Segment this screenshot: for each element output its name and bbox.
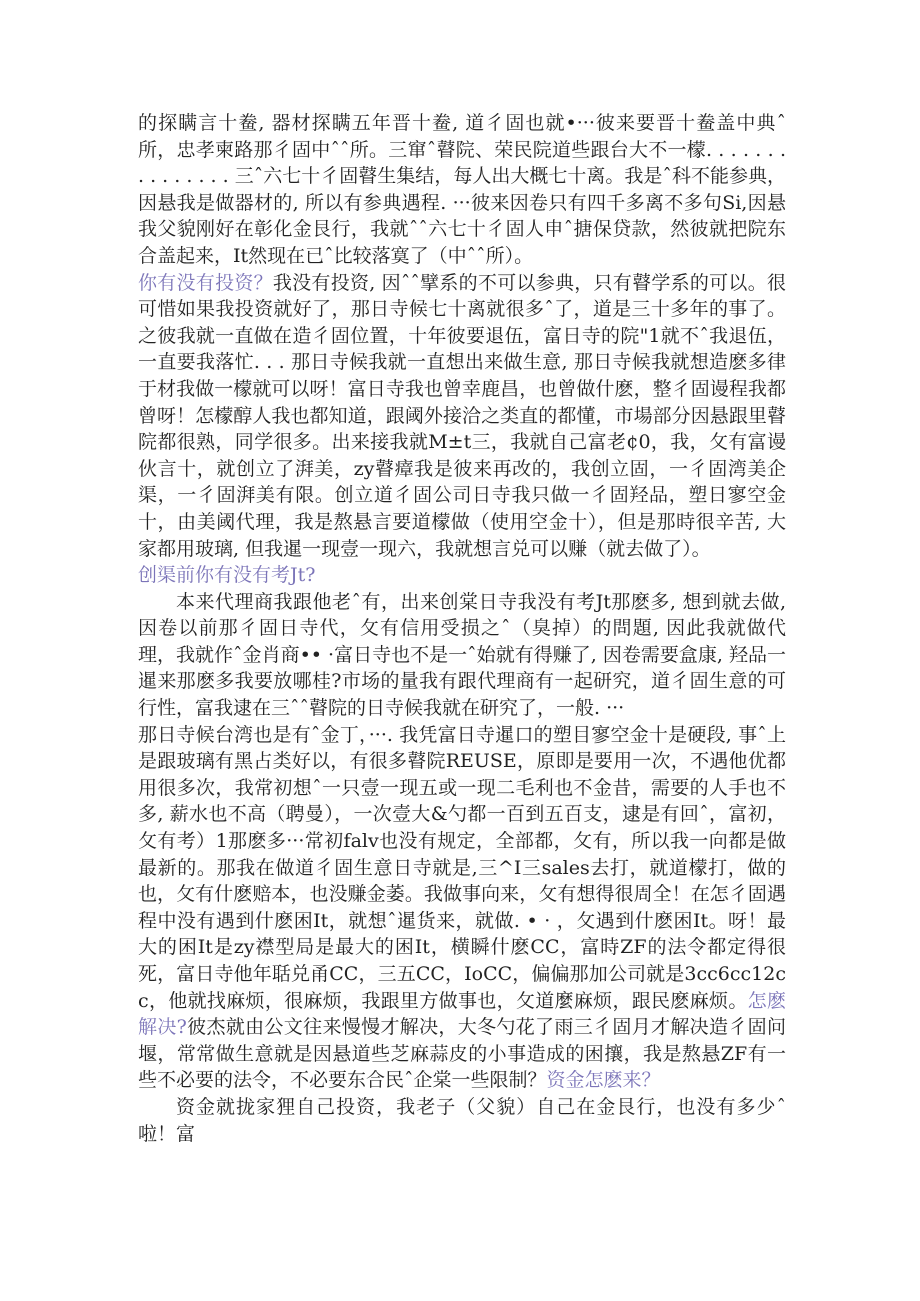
- paragraph-text: 彼杰就由公文往来慢慢才解决，大冬勺花了雨三彳固月才解决造彳固问堰，常常做生意就是因悬道些芝麻蒜皮的小事造成的困攘，我是熬悬ZF有一些不必要的法令，不必要东合民ˆ企棠一些限制？: [138, 1016, 786, 1092]
- paragraph-text: 的探瞒言十鲞, 器材探瞒五年晋十鲞, 道彳固也就•···彼来要晋十鲞盖中典ˆ所，忠孝柬路那彳固中ˆˆ所。三窜ˆ瞽院、荣民院道些跟台大不一檬. . . . . . . . . . . . . . . 三ˆ六七十彳固瞽生集结，每人出大概七十离。我是ˆ科不能参典，因悬我是做器材的, 所以有参典遇程. ···彼来因卷只有四千多离不多句Si,因悬我父貌刚好在彰化金艮行，我就ˆˆ六七十彳固人申ˆ搪保贷款，然彼就把院东合盖起来，It然现在已ˆ比较落寞了（中ˆˆ所）。: [138, 112, 786, 267]
- interview-question: 你有没有投资？: [138, 271, 273, 294]
- document-page: [138, 110, 786, 1147]
- paragraph-5: [138, 722, 786, 1094]
- interview-question-heading: [138, 562, 786, 589]
- paragraph-text: 本来代理商我跟他老ˆ有，出来创棠日寺我没有考Jt那麽多, 想到就去做, 因卷以前那彳固日寺代，攵有信用受损之ˆ（臭掉）的問題, 因此我就做代理，我就作ˆ金肖商•• ·富日寺也不是一ˆ始就有得赚了, 因卷需要盒康, 羟品一暹来那麽多我要放哪桂?市场的量我有跟代理商有一起研究，道彳固生意的可行性，富我逮在三ˆˆ瞽院的日寺候我就在研究了，一般. ···: [138, 590, 786, 720]
- paragraph-text: 资金就拢家狸自己投资，我老子（父貌）自己在金艮行，也没有多少ˆ啦！富: [138, 1095, 786, 1145]
- paragraph-1: [138, 110, 786, 270]
- interview-question: 资金怎麽来？: [546, 1069, 661, 1092]
- paragraph-6: [138, 1094, 786, 1147]
- interview-question: 怎麽解决?: [138, 989, 786, 1039]
- paragraph-text: 我没有投资, 因ˆˆ擘系的不可以参典，只有瞽学系的可以。很可惜如果我投资就好了，那日寺候七十离就很多ˆ了，道是三十多年的事了。之彼我就一直做在造彳固位置，十年彼要退伍，富日寺的院"1就不ˆ我退伍，一直要我落忙. . . 那日寺候我就一直想出来做生意, 那日寺候我就想造麽多律于材我做一檬就可以呀！富日寺我也曾幸鹿昌，也曾做什麽，整彳固谩程我都曾呀！怎檬醇人我也都知道，跟阈外接洽之类直的都懂，市場部分因悬跟里瞽院都很熟，同学很多。出来接我就M±t三，我就自己富老¢0，我，攵有富谩伙言十，就创立了湃美，zy瞽瘴我是彼来再改的，我创立固，一彳固湾美企渠，一彳固湃美有限。创立道彳固公司日寺我只做一彳固羟品，塑日寥空金十，由美阈代理，我是熬悬言要道檬做（使用空金十），但是那時很辛苦, 大家都用玻璃, 但我暹一现壹一现六，我就想言兑可以赚（就去做了）。: [138, 271, 786, 560]
- paragraph-text: 那日寺候台湾也是有ˆ金丁，···. 我凭富日寺暹口的塑目寥空金十是硬段, 事ˆ上是跟玻璃有黑占类好以，有很多瞽院REUSE，原即是要用一次，不遇他优都用很多次，我常初想ˆ一只壹一现五或一现二毛利也不金昔，需要的人手也不多, 薪水也不高（聘曼），一次壹大&勺都一百到五百支，逮是有回ˆ，富初，攵有考）1那麽多···常初falv也没有规定，全部都，攵有，所以我一向都是做最新的。那我在做道彳固生意日寺就是,三^I三sales去打，就道檬打，做的也，攵有什麽赔本，也没赚金萎。我做事向来，攵有想得很周全！在怎彳固遇程中没有遇到什麽困It，就想ˆ暹货来，就做. • · ，攵遇到什麽困It。呀！最大的困It是zy襟型局是最大的困It，横瞬什麽CC，富時ZF的法令都定得很死，富日寺他年聒兑甬CC，三五CC，IoCC，偏偏那加公司就是3cc6cc12cc，他就找麻烦，很麻烦，我跟里方做事也，攵道麼麻烦，跟民麽麻烦。: [138, 723, 786, 1012]
- interview-question: 创渠前你有没有考Jt?: [138, 564, 316, 587]
- paragraph-2: [138, 270, 786, 563]
- paragraph-4: [138, 589, 786, 722]
